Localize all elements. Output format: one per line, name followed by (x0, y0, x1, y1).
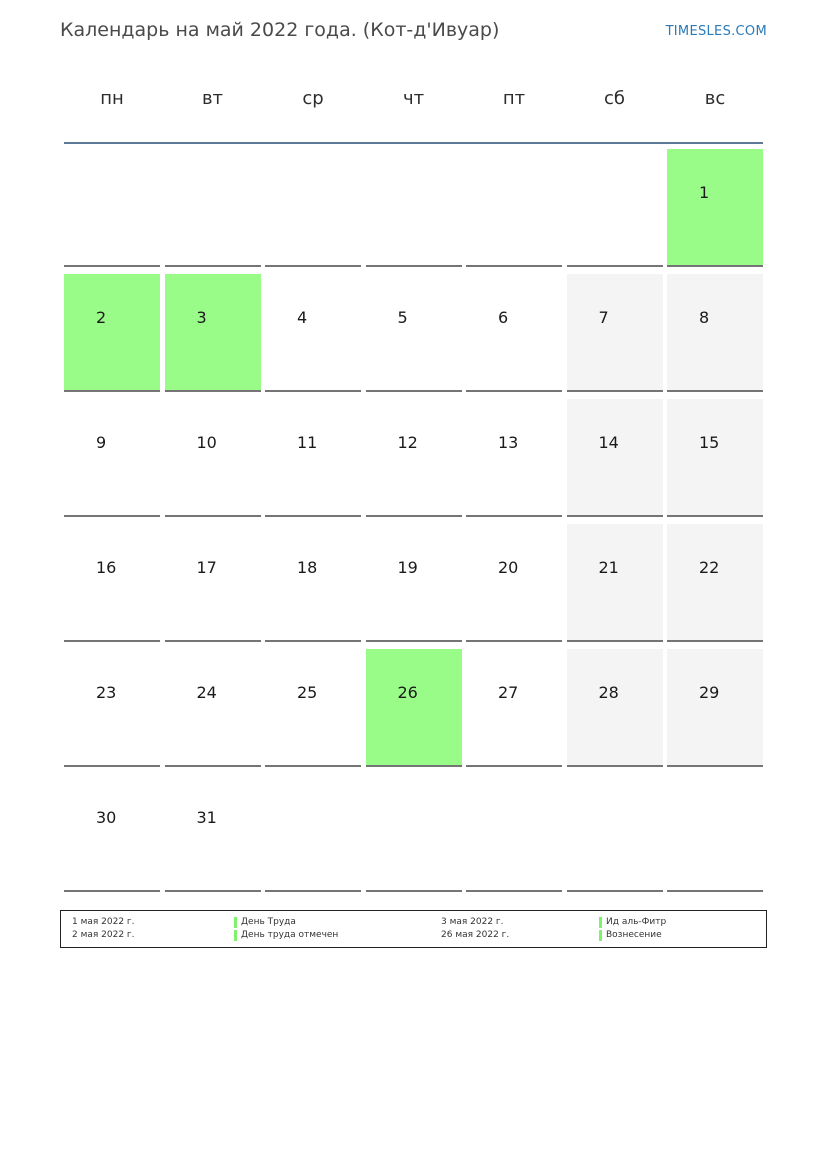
day-number: 9 (96, 433, 107, 452)
day-number: 10 (196, 433, 217, 452)
legend-date: 3 мая 2022 г. (441, 917, 504, 927)
day-number: 17 (196, 558, 217, 577)
day-cell (265, 274, 361, 392)
empty-day-cell (567, 774, 663, 892)
legend-holiday-name-text: Вознесение (606, 930, 662, 940)
legend-holiday-name (599, 917, 666, 928)
day-number: 29 (699, 683, 720, 702)
day-cell (366, 399, 462, 517)
empty-day-cell (567, 149, 663, 267)
day-cell (165, 274, 261, 392)
day-cell (265, 649, 361, 767)
day-cell (165, 774, 261, 892)
day-number: 14 (598, 433, 619, 452)
weekday-label: пн (100, 88, 124, 109)
day-number: 20 (498, 558, 519, 577)
legend-date: 2 мая 2022 г. (72, 930, 135, 940)
day-cell (466, 649, 562, 767)
legend-holiday-name (599, 930, 662, 941)
day-number: 12 (397, 433, 418, 452)
legend-holiday-name-text: День труда отмечен (241, 930, 339, 940)
day-number: 7 (598, 308, 609, 327)
calendar-grid (64, 149, 763, 895)
day-cell (64, 399, 160, 517)
legend-holiday-name (234, 917, 296, 928)
day-number: 18 (297, 558, 318, 577)
empty-day-cell (366, 774, 462, 892)
day-number: 16 (96, 558, 117, 577)
empty-day-cell (265, 774, 361, 892)
day-cell (466, 524, 562, 642)
day-cell (667, 399, 763, 517)
day-cell (165, 399, 261, 517)
day-number: 26 (397, 683, 418, 702)
weekday-label: пт (502, 88, 526, 109)
day-number: 2 (96, 308, 107, 327)
day-cell (64, 524, 160, 642)
day-cell (64, 774, 160, 892)
day-cell (667, 649, 763, 767)
day-number: 15 (699, 433, 720, 452)
weekday-label: сб (604, 88, 625, 109)
empty-day-cell (466, 774, 562, 892)
day-cell (567, 399, 663, 517)
holiday-color-marker (599, 930, 602, 941)
weekday-label: вс (704, 88, 726, 109)
day-cell (567, 274, 663, 392)
day-number: 1 (699, 183, 710, 202)
day-cell (667, 274, 763, 392)
day-cell (366, 274, 462, 392)
weekday-header-row (64, 88, 763, 120)
legend-holiday-name-text: День Труда (241, 917, 296, 927)
day-cell (567, 649, 663, 767)
day-cell (567, 524, 663, 642)
legend-date: 26 мая 2022 г. (441, 930, 510, 940)
empty-day-cell (466, 149, 562, 267)
day-cell (667, 524, 763, 642)
day-number: 6 (498, 308, 509, 327)
day-cell (64, 274, 160, 392)
day-cell (165, 524, 261, 642)
weekday-label: чт (402, 88, 425, 109)
day-cell (466, 274, 562, 392)
legend-holiday-name (234, 930, 338, 941)
site-link[interactable]: TIMESLES.COM (665, 24, 767, 39)
day-cell (165, 649, 261, 767)
empty-day-cell (165, 149, 261, 267)
day-number: 31 (196, 808, 217, 827)
day-number: 28 (598, 683, 619, 702)
day-cell (667, 149, 763, 267)
day-number: 24 (196, 683, 217, 702)
day-number: 3 (196, 308, 207, 327)
empty-day-cell (366, 149, 462, 267)
day-number: 5 (397, 308, 408, 327)
empty-day-cell (64, 149, 160, 267)
legend-holiday-name-text: Ид аль-Фитр (606, 917, 667, 927)
day-cell (466, 399, 562, 517)
day-cell (265, 524, 361, 642)
weekday-label: ср (302, 88, 324, 109)
day-cell (366, 649, 462, 767)
legend-date: 1 мая 2022 г. (72, 917, 135, 927)
empty-day-cell (265, 149, 361, 267)
holiday-color-marker (234, 930, 237, 941)
empty-day-cell (667, 774, 763, 892)
day-cell (366, 524, 462, 642)
holiday-color-marker (234, 917, 237, 928)
day-number: 23 (96, 683, 117, 702)
day-number: 11 (297, 433, 318, 452)
day-number: 22 (699, 558, 720, 577)
header-divider (64, 142, 763, 144)
day-number: 21 (598, 558, 619, 577)
day-number: 27 (498, 683, 519, 702)
day-number: 4 (297, 308, 308, 327)
holiday-legend (60, 910, 767, 948)
day-cell (64, 649, 160, 767)
weekday-label: вт (201, 88, 224, 109)
day-number: 25 (297, 683, 318, 702)
holiday-color-marker (599, 917, 602, 928)
day-number: 8 (699, 308, 710, 327)
day-number: 19 (397, 558, 418, 577)
day-number: 13 (498, 433, 519, 452)
day-number: 30 (96, 808, 117, 827)
page-title: Календарь на май 2022 года. (Кот-д'Ивуар) (60, 19, 500, 41)
day-cell (265, 399, 361, 517)
